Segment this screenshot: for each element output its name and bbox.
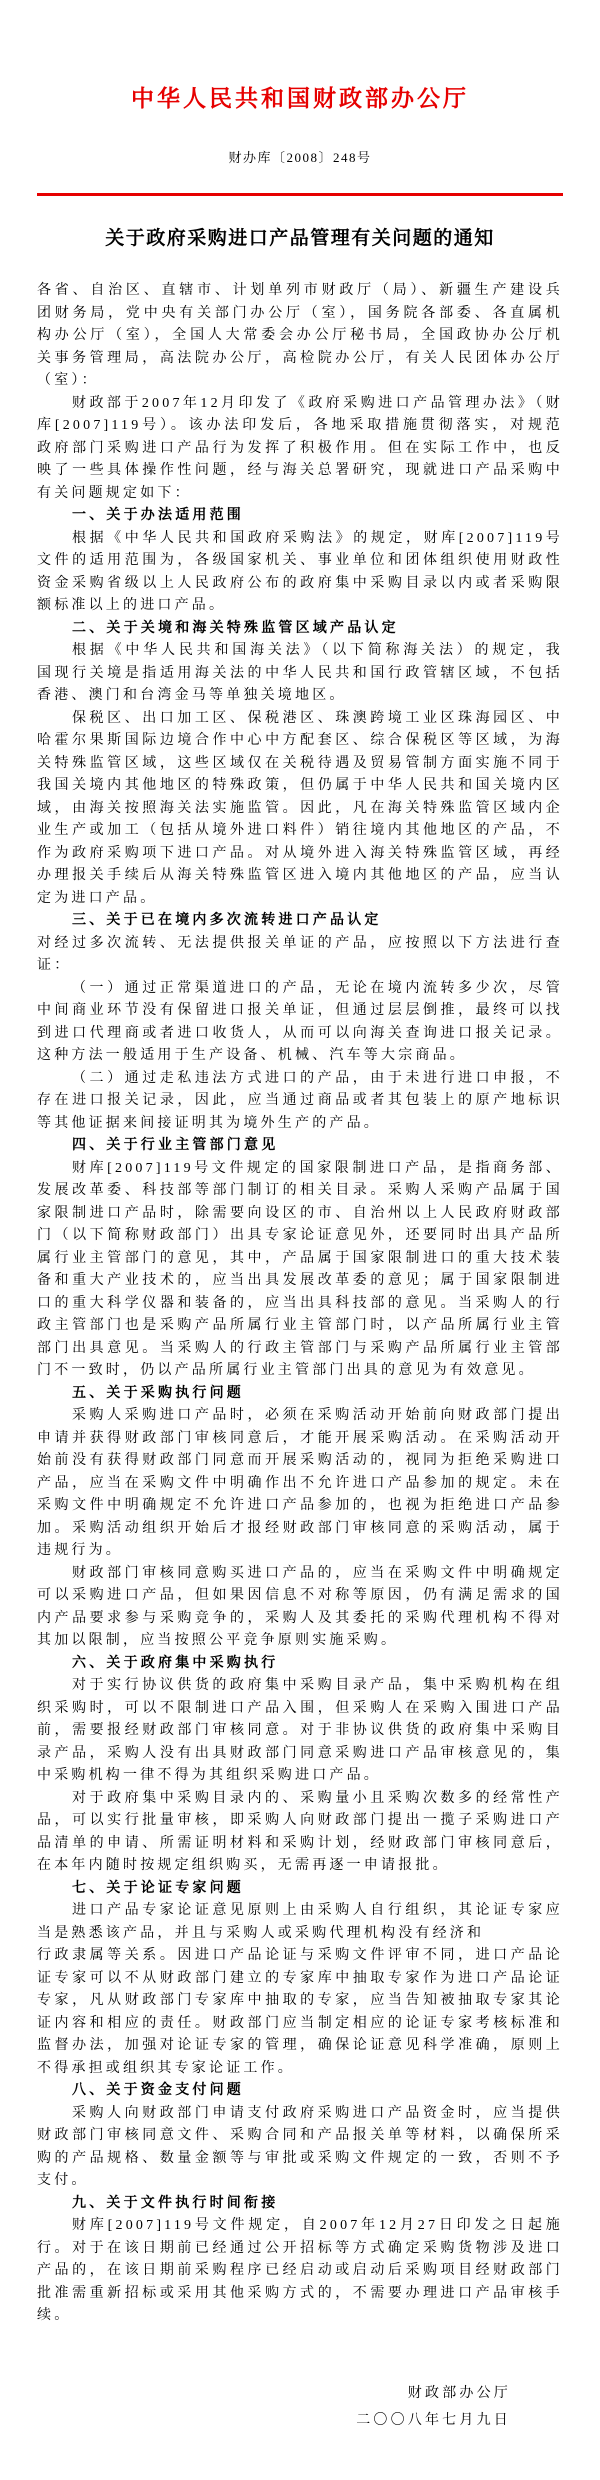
signature-org: 财政部办公厅: [407, 2385, 511, 2401]
document-page: [0, 80, 600, 2434]
signature-block: [37, 2380, 563, 2434]
section-paragraph: 采购人向财政部门申请支付政府采购进口产品资金时，应当提供财政部门审核同意文件、采购合同和产品报关单等材料，以确保所采购的产品规格、数量金额等与审批或采购文件规定的一致，否则不予支付。: [37, 2105, 563, 2188]
signature-date: 二〇〇八年七月九日: [356, 2412, 511, 2428]
section-paragraph: 根据《中华人民共和国政府采购法》的规定，财库[2007]119号文件的适用范围为，各级国家机关、事业单位和团体组织使用财政性资金采购省级以上人民政府公布的政府集中采购目录以内或者采购限额标准以上的进口产品。: [37, 530, 563, 613]
section-paragraph: 对经过多次流转、无法提供报关单证的产品，应按照以下方法进行查证：: [37, 935, 563, 973]
section-heading: 五、关于采购执行问题: [72, 1385, 244, 1401]
section-paragraph: 财库[2007]119号文件规定，自2007年12月27日印发之日起施行。对于在该日期前已经通过公开招标等方式确定采购货物涉及进口产品的，在该日期前采购程序已经启动或启动后采购项目经财政部门批准需重新招标或采用其他采购方式的，不需要办理进口产品审核手续。: [37, 2218, 563, 2323]
section-heading: 六、关于政府集中采购执行: [72, 1655, 279, 1671]
section-paragraph: 财政部门审核同意购买进口产品的，应当在采购文件中明确规定可以采购进口产品，但如果因信息不对称等原因，仍有满足需求的国内产品要求参与采购竞争的，采购人及其委托的采购代理机构不得对其加以限制，应当按照公平竞争原则实施采购。: [37, 1565, 563, 1648]
section-paragraph: （一）通过正常渠道进口的产品，无论在境内流转多少次，尽管中间商业环节没有保留进口报关单证，但通过层层倒推，最终可以找到进口代理商或者进口收货人，从而可以向海关查询进口报关记录。这种方法一般适用于生产设备、机械、汽车等大宗商品。: [37, 980, 563, 1063]
section-heading: 一、关于办法适用范围: [72, 508, 244, 523]
section-paragraph: 进口产品专家论证意见原则上由采购人自行组织，其论证专家应当是熟悉该产品，并且与采购人或采购代理机构没有经济和: [37, 1903, 563, 1941]
red-divider-line: [37, 193, 563, 196]
intro-paragraph: 财政部于2007年12月印发了《政府采购进口产品管理办法》（财库[2007]119号）。该办法印发后，各地采取措施贯彻落实，对规范政府部门采购进口产品行为发挥了积极作用。但在实际工作中，也反映了一些具体操作性问题，经与海关总署研究，现就进口产品采购中有关问题规定如下：: [37, 395, 563, 501]
section-heading: 八、关于资金支付问题: [72, 2083, 244, 2098]
issuing-org-header: 中华人民共和国财政部办公厅: [131, 86, 469, 111]
section-paragraph: 采购人采购进口产品时，必须在采购活动开始前向财政部门提出申请并获得财政部门审核同意后，才能开展采购活动。在采购活动开始前没有获得财政部门同意而开展采购活动的，视同为拒绝采购进口产品，应当在采购文件中明确作出不允许进口产品参加的规定。未在采购文件中明确规定不允许进口产品参加的，也视为拒绝进口产品参加。采购活动组织开始后才报经财政部门审核同意的采购活动，属于违规行为。: [37, 1408, 563, 1558]
sections: [37, 505, 563, 2328]
section-paragraph: 行政隶属等关系。因进口产品论证与采购文件评审不同，进口产品论证专家可以不从财政部门建立的专家库中抽取专家作为进口产品论证专家，凡从财政部门专家库中抽取的专家，应当告知被抽取专家其论证内容和相应的责任。财政部门应当制定相应的论证专家考核标准和监督办法，加强对论证专家的管理，确保论证意见科学准确，原则上不得承担或组织其专家论证工作。: [37, 1948, 563, 2076]
section-heading: 七、关于论证专家问题: [72, 1880, 244, 1896]
section-paragraph: 对于政府集中采购目录内的、采购量小且采购次数多的经常性产品，可以实行批量审核，即采购人向财政部门提出一揽子采购进口产品清单的申请、所需证明材料和采购计划，经财政部门审核同意后，在本年内随时按规定组织购买，无需再逐一申请报批。: [37, 1790, 563, 1873]
section-heading: 三、关于已在境内多次流转进口产品认定: [72, 913, 382, 928]
document-number: 财办库〔2008〕248号: [228, 150, 372, 165]
section-paragraph: 财库[2007]119号文件规定的国家限制进口产品，是指商务部、发展改革委、科技部等部门制订的相关目录。采购人采购产品属于国家限制进口产品时，除需要向设区的市、自治州以上人民政府财政部门（以下简称财政部门）出具专家论证意见外，还要同时出具产品所属行业主管部门的意见，其中，产品属于国家限制进口的重大技术装备和重大产业技术的，应当出具发展改革委的意见；属于国家限制进口的重大科学仪器和装备的，应当出具科技部的意见。当采购人的行政主管部门也是采购产品所属行业主管部门时，以产品所属行业主管部门出具意见。当采购人的行政主管部门与采购产品所属行业主管部门不一致时，仍以产品所属行业主管部门出具的意见为有效意见。: [37, 1160, 563, 1378]
section-heading: 四、关于行业主管部门意见: [72, 1138, 279, 1153]
document-body: [37, 280, 563, 2328]
recipients-paragraph: 各省、自治区、直辖市、计划单列市财政厅（局）、新疆生产建设兵团财务局，党中央有关部门办公厅（室），国务院各部委、各直属机构办公厅（室），全国人大常委会办公厅秘书局，全国政协办公厅机关事务管理局，高法院办公厅，高检院办公厅，有关人民团体办公厅（室）：: [37, 283, 563, 388]
section-paragraph: 对于实行协议供货的政府集中采购目录产品，集中采购机构在组织采购时，可以不限制进口产品入围，但采购人在采购入围进口产品前，需要报经财政部门审核同意。对于非协议供货的政府集中采购目录产品，采购人没有出具财政部门同意采购进口产品审核意见的，集中采购机构一律不得为其组织采购进口产品。: [37, 1678, 563, 1783]
section-heading: 九、关于文件执行时间衔接: [72, 2195, 279, 2211]
section-heading: 二、关于关境和海关特殊监管区域产品认定: [72, 620, 399, 636]
section-paragraph: （二）通过走私违法方式进口的产品，由于未进行进口申报，不存在进口报关记录，因此，应当通过商品或者其包装上的原产地标识等其他证据来间接证明其为境外生产的产品。: [37, 1070, 563, 1131]
section-paragraph: 保税区、出口加工区、保税港区、珠澳跨境工业区珠海园区、中哈霍尔果斯国际边境合作中心中方配套区、综合保税区等区域，为海关特殊监管区域，这些区域仅在关税待遇及贸易管制方面实施不同于我国关境内其他地区的特殊政策，但仍属于中华人民共和国关境内区域，由海关按照海关法实施监管。因此，凡在海关特殊监管区域内企业生产或加工（包括从境外进口料件）销往境内其他地区的产品，不作为政府采购项下进口产品。对从境外进入海关特殊监管区域，再经办理报关手续后从海关特殊监管区进入境内其他地区的产品，应当认定为进口产品。: [37, 710, 563, 906]
section-paragraph: 根据《中华人民共和国海关法》（以下简称海关法）的规定，我国现行关境是指适用海关法的中华人民共和国行政管辖区域，不包括香港、澳门和台湾金马等单独关境地区。: [37, 643, 563, 703]
document-title: 关于政府采购进口产品管理有关问题的通知: [105, 228, 495, 249]
